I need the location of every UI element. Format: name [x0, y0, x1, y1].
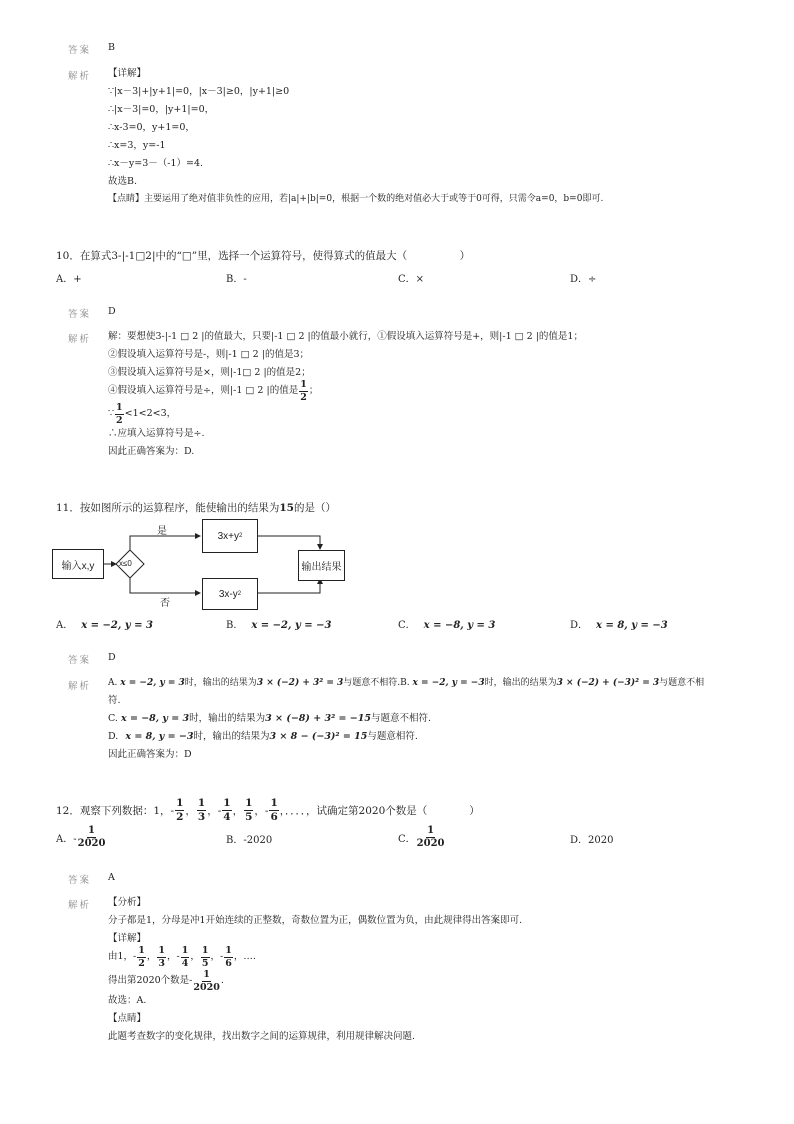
fraction — [193, 970, 219, 992]
analysis-line: 符. — [108, 695, 121, 706]
option-c: C．× — [398, 274, 425, 285]
analysis-math: 3 × (−2) + (−3)² = 3 — [556, 678, 660, 688]
fraction — [201, 946, 210, 968]
analysis-math: x = −2, y = −3 — [412, 678, 485, 688]
separator: ，- — [210, 951, 224, 963]
analysis-line: 因此正确答案为：D — [108, 749, 192, 760]
analysis-line: 【详解】 — [108, 933, 147, 944]
fraction — [181, 946, 190, 968]
option-a — [56, 826, 106, 849]
fraction — [299, 380, 308, 402]
exponent: 2 — [237, 591, 242, 597]
analysis-text: . — [220, 975, 224, 987]
analysis-line: 【分析】 — [108, 897, 147, 908]
fraction-numerator: 1 — [245, 797, 253, 809]
separator: ， — [190, 951, 200, 963]
stem-text: ，．．．．，试确定第2020个数是（ ） — [279, 804, 480, 817]
fraction-denominator: 4 — [223, 810, 231, 823]
flow-output-box: 输出结果 — [298, 550, 345, 581]
option-d: D．2020 — [570, 835, 614, 846]
fraction-numerator: 1 — [201, 945, 209, 956]
analysis-line: ∴应填入运算符号是÷. — [108, 428, 205, 439]
flowchart — [52, 515, 352, 615]
question-stem — [56, 798, 480, 822]
analysis-math: x = −8, y = 3 — [120, 713, 190, 724]
option-b — [226, 616, 331, 631]
analysis-line: 解：要想使3-|-1 □ 2 |的值最大，只要|-1 □ 2 |的值最小就行，①假设填入运算符号是+，则|-1 □ 2 |的值是1； — [108, 331, 583, 342]
analysis-text: <1<2<3， — [124, 408, 177, 420]
fraction-denominator: 3 — [158, 957, 166, 969]
flow-yes-label: 是 — [157, 526, 167, 537]
answer-value: A — [108, 872, 115, 883]
analysis-line: ②假设填入运算符号是-，则|-1 □ 2 |的值是3； — [108, 349, 309, 360]
fraction-numerator: 1 — [270, 797, 278, 809]
analysis-text: ④假设填入运算符号是÷，则|-1 □ 2 |的值是 — [108, 385, 299, 397]
analysis-line: 因此正确答案为：D. — [108, 446, 195, 457]
analysis-math: 3 × (−2) + 3² = 3 — [256, 678, 344, 688]
fraction-numerator: 1 — [116, 402, 123, 413]
fraction-denominator: 6 — [270, 810, 278, 823]
option-math: x = −2, y = −3 — [251, 620, 332, 631]
flow-input-box: 输入x,y — [52, 549, 104, 579]
stem-text: 12．观察下列数据：1，- — [56, 804, 175, 817]
analysis-line: ③假设填入运算符号是×，则|-1□ 2 |的值是2； — [108, 367, 311, 378]
flow-no-expression-box — [202, 578, 258, 610]
flow-condition: x≤0 — [119, 559, 132, 568]
analysis-label: 解析 — [68, 681, 92, 692]
analysis-label: 解析 — [68, 900, 92, 911]
answer-label: 答案 — [68, 45, 92, 56]
analysis-text: 与题意相符. — [367, 731, 418, 742]
option-a: A．+ — [56, 274, 82, 285]
analysis-line — [108, 970, 224, 992]
analysis-text: D. — [108, 731, 119, 742]
option-math: x = −2, y = 3 — [81, 620, 153, 631]
option-d: D．÷ — [570, 274, 597, 285]
option-d — [570, 616, 668, 631]
analysis-text: ，…. — [233, 951, 256, 963]
separator: ， — [232, 804, 244, 817]
analysis-line: 故选B. — [108, 176, 138, 187]
separator: ，- — [254, 804, 269, 817]
analysis-line: 【点睛】 — [108, 1013, 147, 1024]
fraction-denominator: 2 — [138, 957, 145, 969]
answer-label: 答案 — [68, 875, 92, 886]
fraction — [115, 403, 124, 425]
fraction-denominator: 4 — [181, 957, 189, 969]
separator: ， — [185, 804, 196, 817]
fraction-numerator: 1 — [203, 969, 210, 980]
analysis-text: C. — [108, 713, 118, 724]
fraction-numerator: 1 — [225, 945, 232, 956]
fraction — [417, 826, 445, 849]
fraction-numerator: 1 — [176, 797, 184, 809]
option-letter: C． — [398, 834, 416, 845]
analysis-text: 时，输出的结果为 — [193, 731, 270, 742]
option-letter: C． — [398, 620, 416, 631]
fraction-numerator: 1 — [300, 379, 307, 390]
analysis-text: 时，输出的结果为 — [484, 678, 557, 688]
answer-label: 答案 — [68, 309, 92, 320]
answer-value: D — [108, 652, 116, 663]
analysis-text: 与题意不相符.B. — [343, 678, 410, 688]
answer-value: D — [108, 306, 116, 317]
fraction-numerator: 1 — [197, 797, 206, 809]
analysis-text: 与题意不相符. — [371, 713, 432, 724]
fraction — [137, 946, 146, 968]
flow-expression: 3x+y — [217, 530, 240, 542]
question-stem: 10．在算式3-|-1□2|中的“□”里，选择一个运算符号，使得算式的值最大（ ） — [56, 250, 471, 262]
fraction — [197, 798, 206, 822]
fraction-numerator: 1 — [223, 797, 231, 809]
analysis-text: 得出第2020个数是- — [108, 975, 193, 987]
stem-text: 的是（） — [294, 502, 336, 514]
analysis-line: 【详解】 — [108, 68, 147, 79]
separator: ， — [146, 951, 157, 963]
answer-label: 答案 — [68, 655, 92, 666]
analysis-label: 解析 — [68, 334, 92, 345]
analysis-line: ∴|x－3|=0，|y+1|=0， — [108, 104, 215, 115]
analysis-line: ∴x-3=0，y+1=0， — [108, 122, 195, 133]
fraction-denominator: 2 — [300, 391, 307, 403]
analysis-line — [108, 731, 418, 742]
option-letter: B． — [226, 620, 244, 631]
analysis-text: 与题意不相 — [659, 678, 705, 688]
option-c — [398, 616, 495, 631]
analysis-math: 3 × (−8) + 3² = −15 — [265, 713, 371, 724]
fraction-numerator: 1 — [158, 945, 166, 956]
fraction-numerator: 1 — [138, 945, 145, 956]
analysis-line: ∴x－y=3－（-1）=4. — [108, 158, 204, 169]
analysis-line — [108, 380, 318, 402]
flow-no-label: 否 — [160, 598, 170, 609]
separator: ，- — [207, 804, 222, 817]
option-c — [398, 826, 446, 849]
analysis-label: 解析 — [68, 71, 92, 82]
analysis-line: 故选：A. — [108, 995, 147, 1006]
analysis-text: ∵ — [108, 408, 115, 420]
fraction-denominator: 2020 — [193, 981, 220, 993]
analysis-line: ∴x=3，y=-1 — [108, 140, 166, 151]
fraction-denominator: 2020 — [416, 838, 445, 849]
option-a — [56, 616, 153, 631]
option-math: x = −8, y = 3 — [423, 620, 496, 631]
option-letter: A．- — [56, 834, 77, 845]
option-math: x = 8, y = −3 — [596, 620, 668, 631]
analysis-math: 3 × 8 − (−3)² = 15 — [269, 731, 368, 742]
option-letter: A． — [56, 620, 74, 631]
stem-number: 15 — [279, 502, 294, 514]
option-b: B．-2020 — [226, 835, 273, 846]
fraction-denominator: 3 — [197, 810, 206, 823]
fraction-denominator: 2 — [116, 414, 123, 426]
analysis-text: 时，输出的结果为 — [184, 678, 257, 688]
fraction — [78, 826, 106, 849]
fraction-denominator: 5 — [201, 957, 209, 969]
analysis-line — [108, 678, 704, 689]
flow-expression: 3x-y — [218, 588, 238, 600]
analysis-math: x = −2, y = 3 — [120, 678, 185, 688]
fraction-denominator: 5 — [245, 810, 253, 823]
analysis-line: 【点睛】主要运用了绝对值非负性的应用，若|a|+|b|=0，根据一个数的绝对值必大于或等于0可得，只需令a=0，b=0即可. — [108, 194, 604, 204]
fraction-denominator: 2 — [176, 810, 184, 823]
fraction — [175, 798, 184, 822]
analysis-line — [108, 713, 431, 724]
fraction-numerator: 1 — [427, 825, 435, 836]
flow-yes-expression-box — [202, 519, 258, 553]
question-stem — [56, 500, 336, 515]
analysis-text: ； — [308, 385, 319, 397]
fraction-numerator: 1 — [181, 945, 189, 956]
fraction — [244, 798, 253, 822]
fraction — [222, 798, 231, 822]
fraction — [269, 798, 278, 822]
analysis-line — [108, 946, 256, 968]
fraction-numerator: 1 — [88, 825, 96, 836]
analysis-text: 时，输出的结果为 — [189, 713, 266, 724]
stem-text: 11．按如图所示的运算程序，能使输出的结果为 — [56, 502, 280, 514]
analysis-text: 由1，- — [108, 951, 137, 963]
option-letter: D． — [570, 620, 589, 631]
fraction — [224, 946, 233, 968]
analysis-line: 分子都是1，分母是冲1开始连续的正整数，奇数位置为正，偶数位置为负，由此规律得出答案即可. — [108, 915, 523, 926]
answer-value: B — [108, 42, 115, 53]
analysis-line: 此题考查数字的变化规律，找出数字之间的运算规律，利用规律解决问题. — [108, 1031, 416, 1042]
analysis-line — [108, 403, 176, 425]
fraction-denominator: 2020 — [77, 838, 106, 849]
analysis-text: A. — [108, 678, 118, 688]
analysis-line: ∵|x－3|+|y+1|=0，|x－3|≥0，|y+1|≥0 — [108, 86, 290, 97]
fraction-denominator: 6 — [225, 957, 232, 969]
separator: ，- — [167, 951, 180, 963]
exponent: 2 — [239, 533, 243, 539]
fraction — [157, 946, 166, 968]
analysis-math: x = 8, y = −3 — [125, 731, 194, 742]
option-b: B．- — [226, 274, 247, 285]
